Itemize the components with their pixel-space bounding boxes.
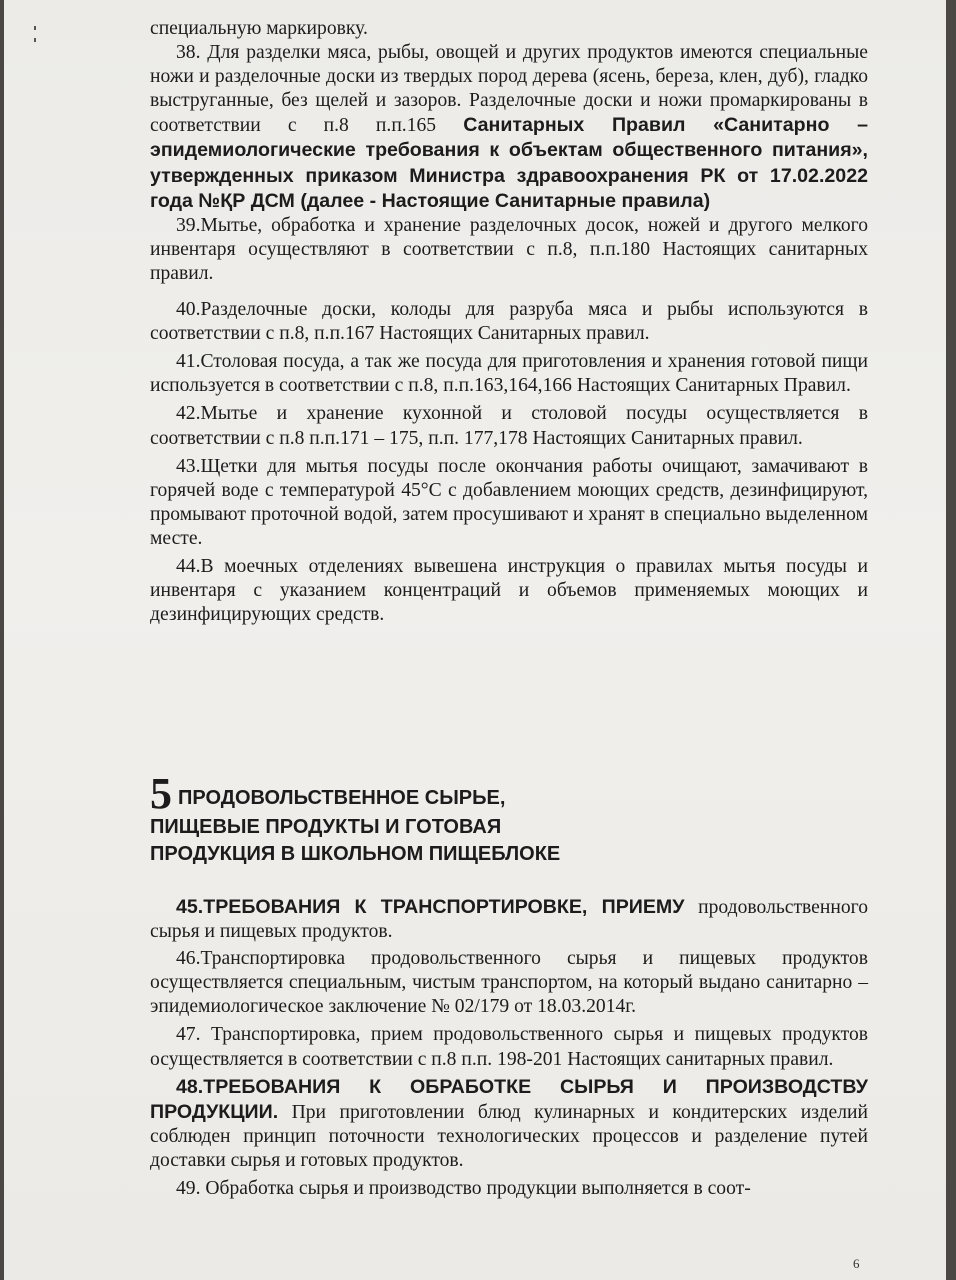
paragraph-46: 46.Транспортировка продовольственного сырья и пищевых продуктов осуществляется специальным, чистым транспортом, на который выдано санитарно – эпидемиологическое заключение № 02/179 от 18.03.2014г. <box>150 948 868 1018</box>
section-heading <box>150 769 868 868</box>
section-title-1: ПРОДОВОЛЬСТВЕННОЕ СЫРЬЕ, <box>178 787 506 809</box>
paragraph-38-text: 38. Для разделки мяса, рыбы, овощей и других продуктов имеются специальные ножи и разделочные доски из твердых пород дерева (ясень, береза, клен, дуб), гладко выструганные, без щелей и зазоров. Разделочные доски и ножи промаркированы в соответствии с п.8 п.п.165 <box>150 42 868 137</box>
paragraph-48 <box>150 1075 868 1173</box>
binding-mark <box>34 26 36 30</box>
paragraph-43: 43.Щетки для мытья посуды после окончания работы очищают, замачивают в горячей воде с температурой 45°С с добавлением моющих средств, дезинфицируют, промывают проточной водой, затем просушивают и хранят в специально выделенном месте. <box>150 455 868 549</box>
paragraph-45-bold: 45.ТРЕБОВАНИЯ К ТРАНСПОРТИРОВКЕ, ПРИЕМУ <box>176 896 685 918</box>
page-number: 6 <box>853 1256 860 1271</box>
section-title-3: ПРОДУКЦИЯ В ШКОЛЬНОМ ПИЩЕБЛОКЕ <box>150 843 561 865</box>
paragraph-48-text: При приготовлении блюд кулинарных и кондитерских изделий соблюден принцип поточности технологических процессов и разделение путей доставки сырья и готовых продуктов. <box>150 1101 868 1171</box>
paragraph-49: 49. Обработка сырья и производство продукции выполняется в соот- <box>176 1178 751 1200</box>
document-page <box>4 0 946 1280</box>
paragraph-45-text: продовольственного сырья и пищевых продуктов. <box>150 897 868 943</box>
section-title-2: ПИЩЕВЫЕ ПРОДУКТЫ И ГОТОВАЯ <box>150 816 502 838</box>
paragraph-38 <box>150 41 868 214</box>
paragraph-45 <box>150 895 868 944</box>
paragraph-44: 44.В моечных отделениях вывешена инструкция о правилах мытья посуды и инвентаря с указанием концентраций и объемов применяемых моющих и дезинфицирующих средств. <box>150 555 868 626</box>
section-number: 5 <box>150 769 172 818</box>
paragraph-41: 41.Столовая посуда, а так же посуда для приготовления и хранения готовой пищи используется в соответствии с п.8, п.п.163,164,166 Настоящих Санитарных Правил. <box>150 351 868 397</box>
paragraph-38-bold: Санитарных Правил «Санитарно – эпидемиологические требования к объектам общественного питания», утвержденных приказом Министра здравоохранения РК от 17.02.2022 года №ҚР ДСМ (далее - Настоящие Санитарные правила) <box>150 114 869 212</box>
paragraph-47: 47. Транспортировка, прием продовольственного сырья и пищевых продуктов осуществляется в соответствии с п.8 п.п. 198-201 Настоящих санитарных правил. <box>150 1024 868 1070</box>
paragraph-48-bold: 48.ТРЕБОВАНИЯ К ОБРАБОТКЕ СЫРЬЯ И ПРОИЗВОДСТВУ ПРОДУКЦИИ. <box>150 1075 868 1123</box>
paragraph-39: 39.Мытье, обработка и хранение разделочных досок, ножей и другого мелкого инвентаря осуществляют в соответствии с п.8, п.п.180 Настоящих санитарных правил. <box>150 214 868 284</box>
continuation-line: специальную маркировку. <box>150 18 368 39</box>
section-title-line-1 <box>150 769 868 818</box>
block-items-38-44 <box>150 17 868 627</box>
paragraph-42: 42.Мытье и хранение кухонной и столовой посуды осуществляется в соответствии с п.8 п.п.171 – 175, п.п. 177,178 Настоящих Санитарных правил. <box>150 403 868 449</box>
binding-mark <box>34 38 36 42</box>
paragraph-40: 40.Разделочные доски, колоды для разруба мяса и рыбы используются в соответствии с п.8, п.п.167 Настоящих Санитарных правил. <box>150 299 868 345</box>
block-items-45-49 <box>150 895 868 1201</box>
